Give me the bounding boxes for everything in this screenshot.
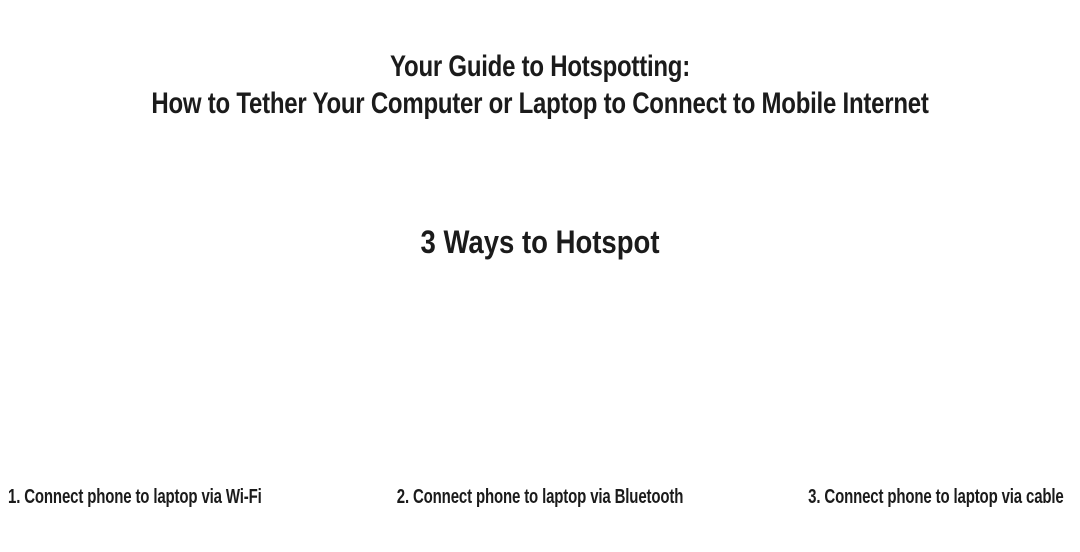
section-heading: 3 Ways to Hotspot (420, 224, 660, 260)
methods-row (0, 485, 1080, 511)
title-line-1: Your Guide to Hotspotting: (390, 50, 690, 83)
method-2-bluetooth-label: 2. Connect phone to laptop via Bluetooth (396, 486, 684, 508)
method-3-cable-label: 3. Connect phone to laptop via cable (808, 486, 1064, 508)
title-line-2: How to Tether Your Computer or Laptop to Connect to Mobile Internet (151, 87, 929, 120)
method-1-wifi-label: 1. Connect phone to laptop via Wi-Fi (8, 486, 262, 508)
page-title (0, 48, 1080, 122)
